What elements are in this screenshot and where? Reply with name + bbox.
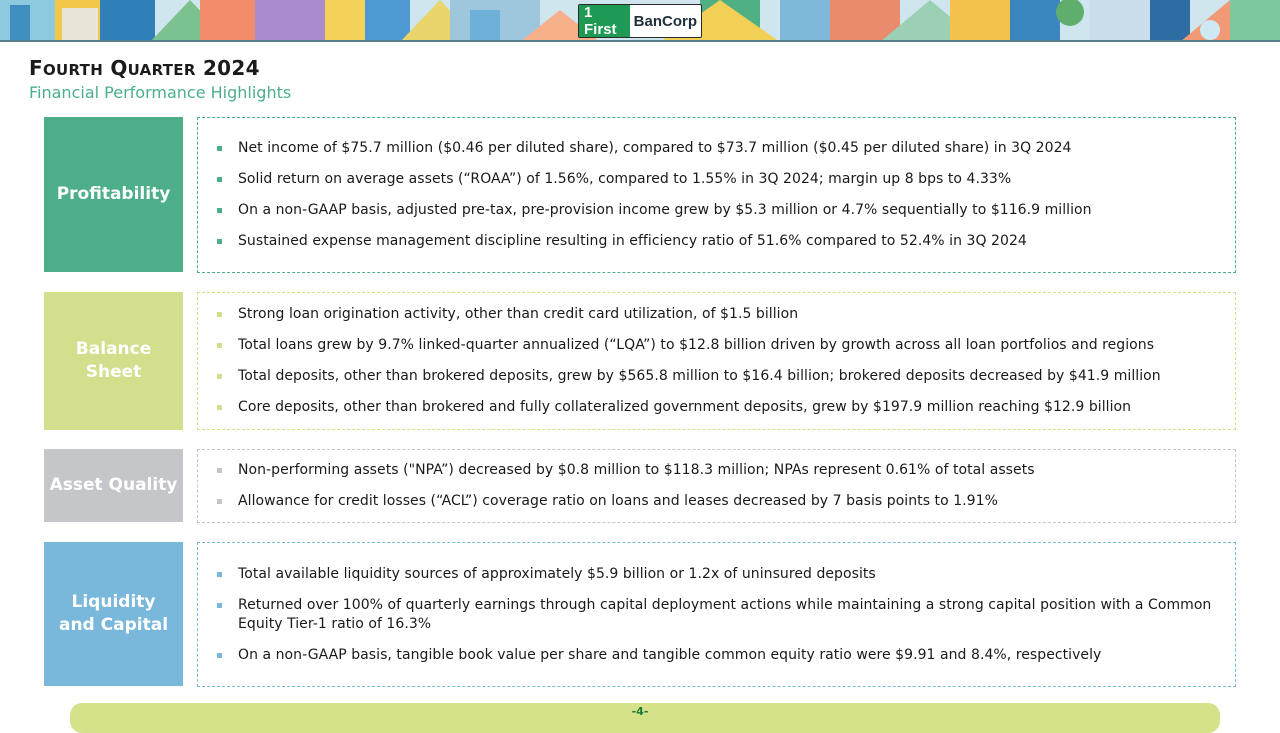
title-year: 2024 — [202, 56, 260, 80]
category-label-text: Liquidity and Capital — [58, 592, 169, 635]
title-rest-1: OURTH — [42, 61, 104, 79]
bullet-item: Sustained expense management discipline resulting in efficiency ratio of 51.6% compared to 52.4% in 3Q 2024 — [215, 232, 1223, 251]
category-label-profitability: Profitability — [44, 117, 183, 272]
bullet-item: Total available liquidity sources of approximately $5.9 billion or 1.2x of uninsured deposits — [215, 565, 1223, 584]
bullet-item: Returned over 100% of quarterly earnings through capital deployment actions while maintaining a strong capital position with a Common Equity Tier-1 ratio of 16.3% — [215, 596, 1223, 634]
category-label-text: Balance Sheet — [75, 339, 152, 382]
title-rest-2: UARTER — [127, 61, 196, 79]
logo-wordmark: BanCorp — [633, 12, 697, 30]
category-label-asset-quality: Asset Quality — [44, 449, 183, 522]
bullet-item: Net income of $75.7 million ($0.46 per diluted share), compared to $73.7 million ($0.45 per diluted share) in 3Q 2024 — [215, 139, 1223, 158]
bullet-item: Allowance for credit losses (“ACL”) coverage ratio on loans and leases decreased by 7 basis points to 1.91% — [215, 492, 1223, 511]
category-label-balance-sheet — [44, 292, 183, 430]
bullet-item: Total loans grew by 9.7% linked-quarter annualized (“LQA”) to $12.8 billion driven by growth across all loan portfolios and regions — [215, 336, 1223, 355]
company-logo — [578, 4, 702, 38]
page-number: -4- — [631, 705, 649, 718]
panel-asset-quality — [197, 449, 1236, 523]
bullet-item: Non-performing assets ("NPA”) decreased by $0.8 million to $118.3 million; NPAs represent 0.61% of total assets — [215, 461, 1223, 480]
title-initial-1: F — [29, 56, 43, 80]
logo-mark: 1 First — [579, 5, 630, 37]
category-label-liquidity-and-capital — [44, 542, 183, 686]
panel-profitability — [197, 117, 1236, 273]
page-title — [29, 56, 260, 80]
bullet-item: On a non-GAAP basis, tangible book value per share and tangible common equity ratio were $9.91 and 8.4%, respectively — [215, 646, 1223, 665]
bullet-item: Total deposits, other than brokered deposits, grew by $565.8 million to $16.4 billion; brokered deposits decreased by $41.9 million — [215, 367, 1223, 386]
page-subtitle: Financial Performance Highlights — [29, 83, 292, 102]
bullet-item: Solid return on average assets (“ROAA”) of 1.56%, compared to 1.55% in 3Q 2024; margin up 8 bps to 4.33% — [215, 170, 1223, 189]
header-banner-illustration — [0, 0, 1280, 42]
panel-balance-sheet — [197, 292, 1236, 430]
panel-liquidity-and-capital — [197, 542, 1236, 687]
bullet-item: Strong loan origination activity, other than credit card utilization, of $1.5 billion — [215, 305, 1223, 324]
banner-divider — [0, 40, 1280, 42]
title-initial-2: Q — [110, 56, 128, 80]
bullet-item: On a non-GAAP basis, adjusted pre-tax, pre-provision income grew by $5.3 million or 4.7% sequentially to $116.9 million — [215, 201, 1223, 220]
bullet-item: Core deposits, other than brokered and fully collateralized government deposits, grew by $197.9 million reaching $12.9 billion — [215, 398, 1223, 417]
